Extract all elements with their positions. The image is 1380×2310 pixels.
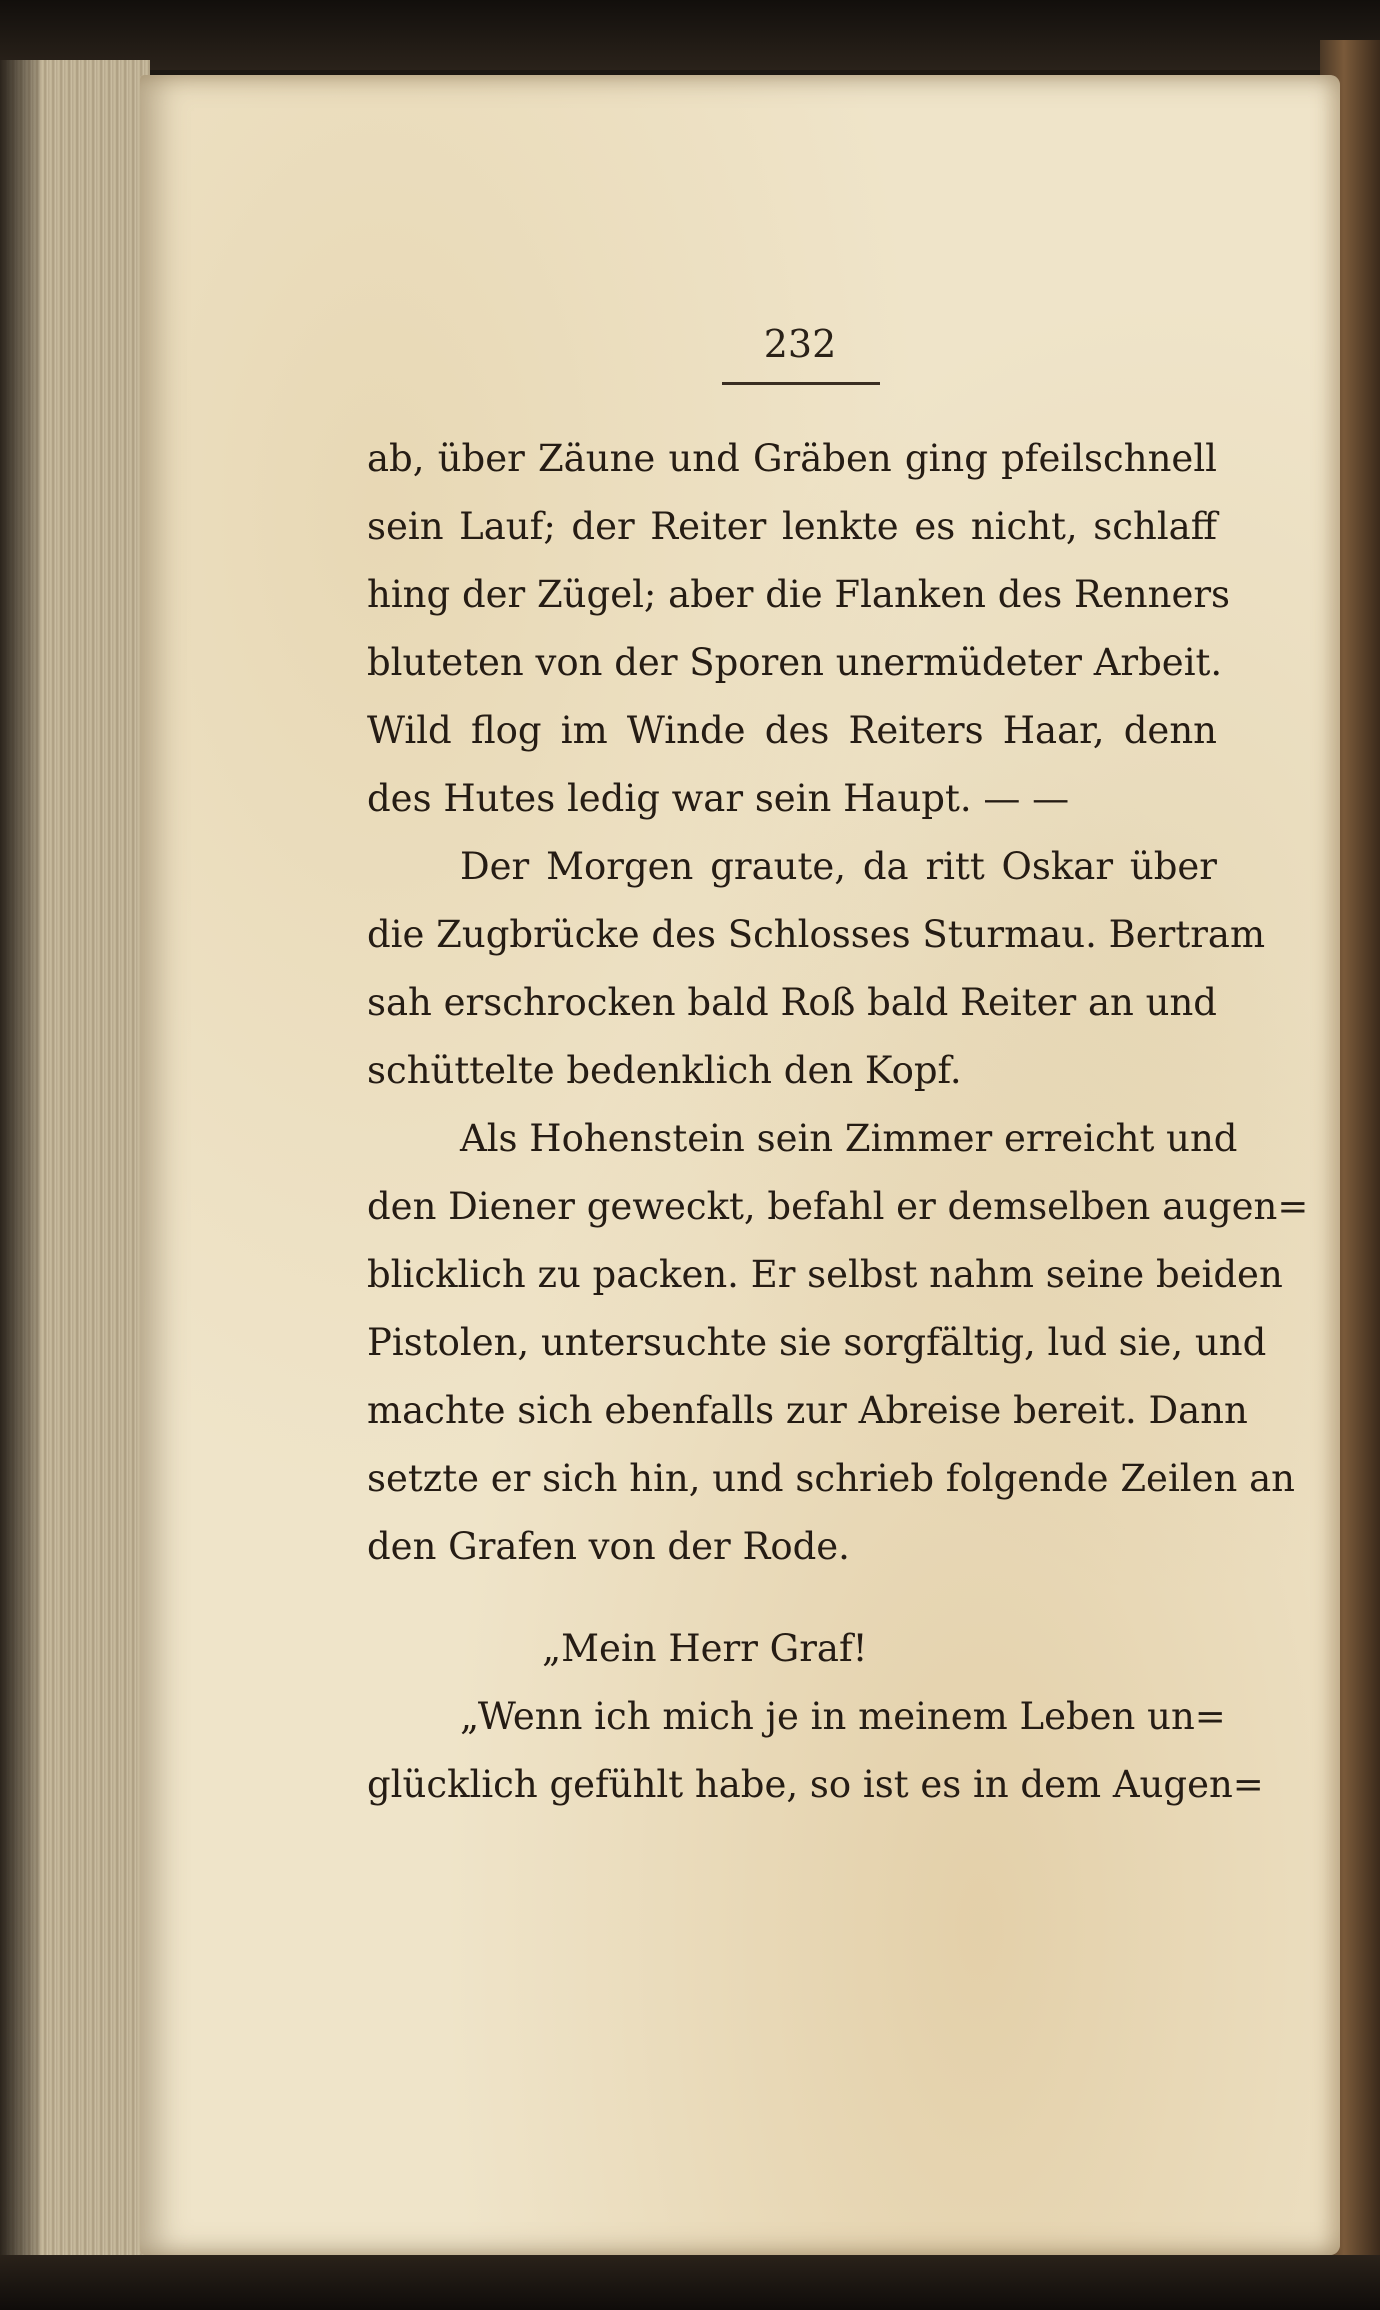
- letter-salutation: „Mein Herr Graf!: [542, 1627, 868, 1670]
- text-line: den Grafen von der Rode.: [367, 1525, 850, 1568]
- text-line: Pistolen, untersuchte sie sorgfältig, lud sie, und: [367, 1321, 1267, 1364]
- page-number: 232: [763, 322, 837, 366]
- binding-shadow-bottom: [0, 2255, 1380, 2310]
- paragraph-gap: [367, 1581, 1217, 1615]
- text-line: des Hutes ledig war sein Haupt. — —: [367, 777, 1070, 820]
- text-line: Der Morgen graute, da ritt Oskar über: [460, 845, 1217, 888]
- binding-shadow-top: [0, 0, 1380, 70]
- text-line: Wild flog im Winde des Reiters Haar, denn: [367, 709, 1217, 752]
- text-line: Als Hohenstein sein Zimmer erreicht und: [460, 1117, 1238, 1160]
- text-line: machte sich ebenfalls zur Abreise bereit. Dann: [367, 1389, 1248, 1432]
- text-line: schüttelte bedenklich den Kopf.: [367, 1049, 962, 1092]
- text-line: die Zugbrücke des Schlosses Sturmau. Bertram: [367, 913, 1266, 956]
- text-line: den Diener geweckt, befahl er demselben augen=: [367, 1185, 1309, 1228]
- text-line: sah erschrocken bald Roß bald Reiter an und: [367, 981, 1217, 1024]
- text-line: blicklich zu packen. Er selbst nahm seine beiden: [367, 1253, 1283, 1296]
- text-line: ab, über Zäune und Gräben ging pfeilschnell: [367, 437, 1217, 480]
- text-line: „Wenn ich mich je in meinem Leben un=: [460, 1695, 1226, 1738]
- spine-shadow: [0, 60, 40, 2260]
- text-line: hing der Zügel; aber die Flanken des Renners: [367, 573, 1231, 616]
- text-line: sein Lauf; der Reiter lenkte es nicht, schlaff: [367, 505, 1217, 548]
- text-line: glücklich gefühlt habe, so ist es in dem Augen=: [367, 1763, 1264, 1806]
- text-line: setzte er sich hin, und schrieb folgende Zeilen an: [367, 1457, 1295, 1500]
- page-text: [367, 425, 1309, 1819]
- text-line: bluteten von der Sporen unermüdeter Arbeit.: [367, 641, 1223, 684]
- page-number-rule: [722, 382, 880, 385]
